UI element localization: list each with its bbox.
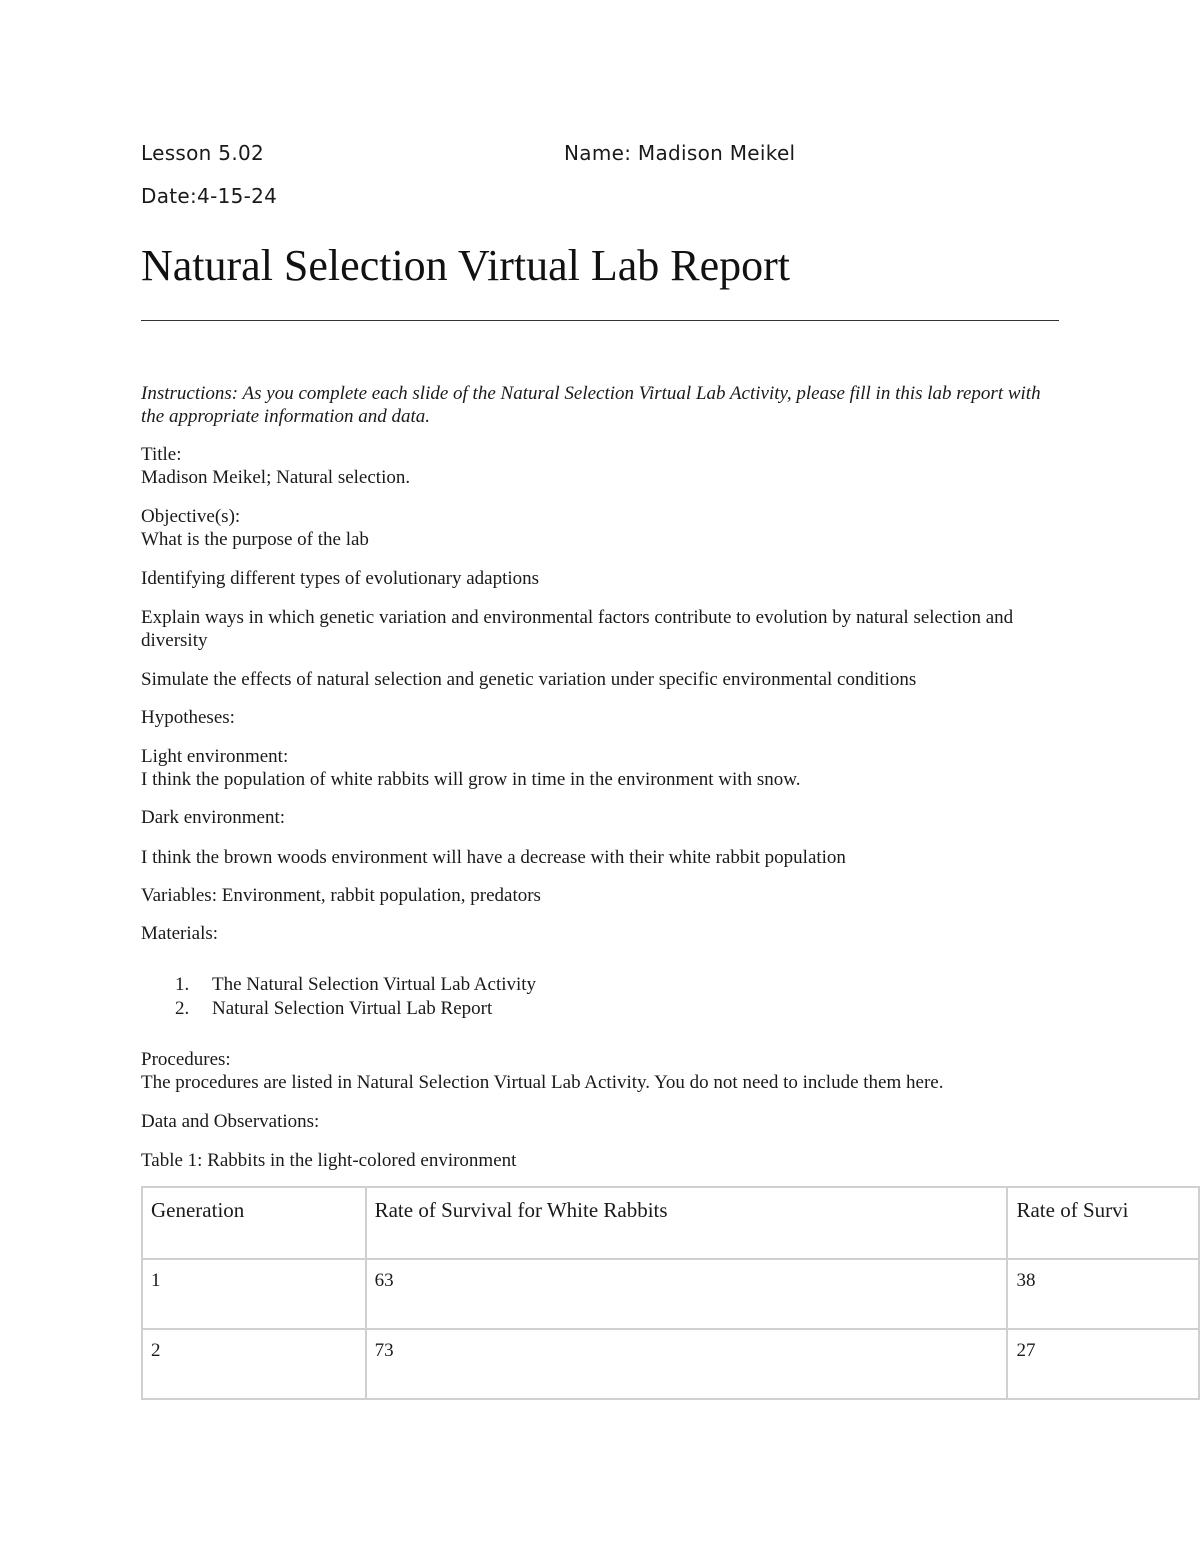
table-row — [142, 1259, 1199, 1329]
objectives-label: Objective(s): — [141, 506, 241, 527]
student-name: Name: Madison Meikel — [564, 141, 796, 165]
column-header: Generation — [142, 1187, 366, 1259]
table-cell: 2 — [142, 1329, 366, 1399]
report-date: Date:4-15-24 — [141, 184, 278, 208]
objective-item: Identifying different types of evolutionary adaptions — [141, 568, 540, 589]
rabbit-survival-table — [141, 1186, 1200, 1400]
table-cell: 73 — [366, 1329, 1008, 1399]
procedures-text: The procedures are listed in Natural Selection Virtual Lab Activity. You do not need to include them here. — [141, 1072, 944, 1093]
variables-text: Variables: Environment, rabbit population, predators — [141, 885, 541, 906]
list-number: 2. — [175, 998, 190, 1019]
dark-environment-label: Dark environment: — [141, 807, 286, 828]
document-title: Natural Selection Virtual Lab Report — [141, 241, 791, 290]
list-item — [0, 973, 1200, 996]
lesson-number: Lesson 5.02 — [141, 141, 265, 165]
list-text: Natural Selection Virtual Lab Report — [212, 998, 493, 1019]
list-item — [0, 997, 1200, 1020]
light-environment-hypothesis: I think the population of white rabbits will grow in time in the environment with snow. — [141, 769, 801, 790]
table-cell: 38 — [1007, 1259, 1199, 1329]
dark-environment-hypothesis: I think the brown woods environment will have a decrease with their white rabbit population — [141, 847, 846, 868]
column-header: Rate of Survival for White Rabbits — [366, 1187, 1008, 1259]
table-row — [142, 1329, 1199, 1399]
title-divider — [141, 320, 1059, 321]
light-environment-label: Light environment: — [141, 746, 289, 767]
objectives-question: What is the purpose of the lab — [141, 529, 369, 550]
title-label: Title: — [141, 444, 182, 465]
procedures-label: Procedures: — [141, 1049, 231, 1070]
table-cell: 1 — [142, 1259, 366, 1329]
materials-label: Materials: — [141, 923, 219, 944]
objective-item: Simulate the effects of natural selection and genetic variation under specific environmental conditions — [141, 669, 917, 690]
title-value: Madison Meikel; Natural selection. — [141, 467, 411, 488]
objective-item: Explain ways in which genetic variation and environmental factors contribute to evolution by natural selection and diversity — [141, 607, 1014, 651]
list-text: The Natural Selection Virtual Lab Activity — [212, 974, 537, 995]
table-cell: 27 — [1007, 1329, 1199, 1399]
table-caption: Table 1: Rabbits in the light-colored environment — [141, 1150, 517, 1171]
list-number: 1. — [175, 974, 190, 995]
data-observations-label: Data and Observations: — [141, 1111, 320, 1132]
instructions-text: Instructions: As you complete each slide of the Natural Selection Virtual Lab Activity, please fill in this lab report with the appropriate information and data. — [141, 383, 1041, 427]
table-header-row — [142, 1187, 1199, 1259]
column-header: Rate of Survi — [1007, 1187, 1199, 1259]
table-cell: 63 — [366, 1259, 1008, 1329]
hypotheses-label: Hypotheses: — [141, 707, 235, 728]
